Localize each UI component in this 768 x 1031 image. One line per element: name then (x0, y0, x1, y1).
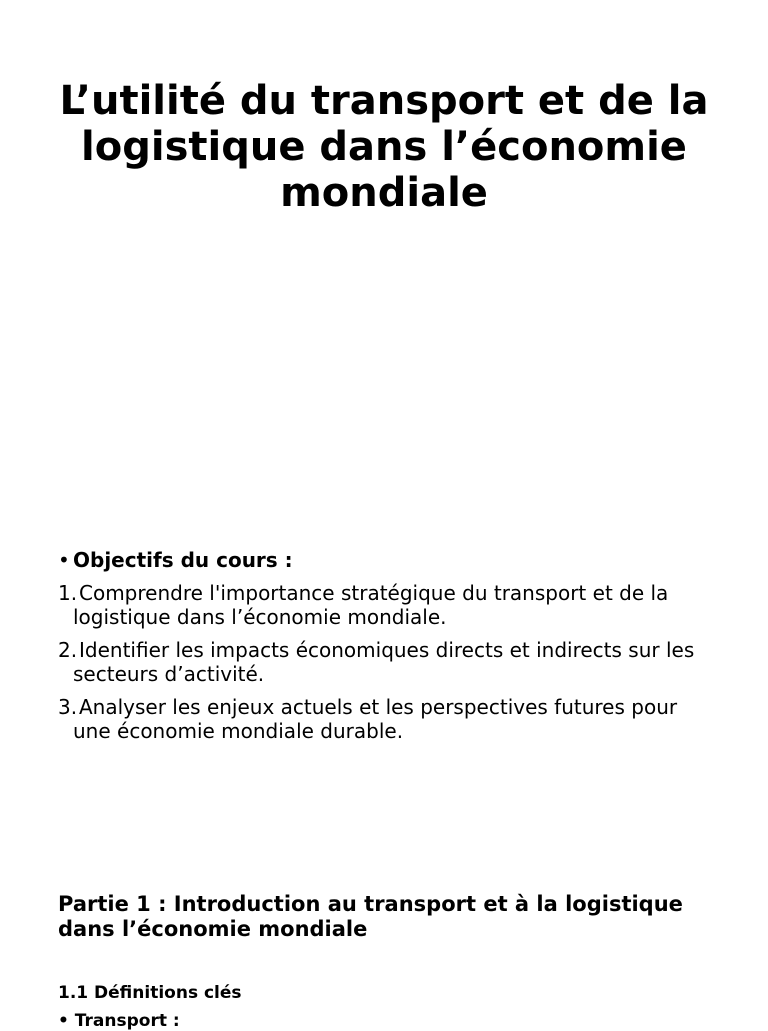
list-item (58, 638, 718, 686)
page-title: L’utilité du transport et de la logistique dans l’économie mondiale (59, 78, 709, 216)
objectives-section (58, 548, 718, 752)
list-item (58, 581, 718, 629)
list-item-text: Comprendre l'importance stratégique du transport et de la logistique dans l’économie mondiale. (73, 581, 669, 629)
transport-bullet (58, 1011, 180, 1031)
list-item-number: 3. (58, 695, 78, 719)
section-heading: Partie 1 : Introduction au transport et à la logistique dans l’économie mondiale (58, 892, 683, 941)
list-item (58, 695, 718, 743)
objectives-heading (58, 548, 718, 572)
list-item-text: Identifier les impacts économiques directs et indirects sur les secteurs d’activité. (73, 638, 695, 686)
list-item-number: 2. (58, 638, 78, 662)
bullet-icon: • (58, 1011, 69, 1031)
transport-label: Transport : (74, 1011, 180, 1031)
objectives-heading-text: Objectifs du cours : (73, 548, 293, 572)
subsection-heading: 1.1 Définitions clés (58, 983, 242, 1003)
bullet-icon: • (58, 548, 70, 572)
list-item-text: Analyser les enjeux actuels et les perspectives futures pour une économie mondiale durable. (73, 695, 678, 743)
list-item-number: 1. (58, 581, 78, 605)
